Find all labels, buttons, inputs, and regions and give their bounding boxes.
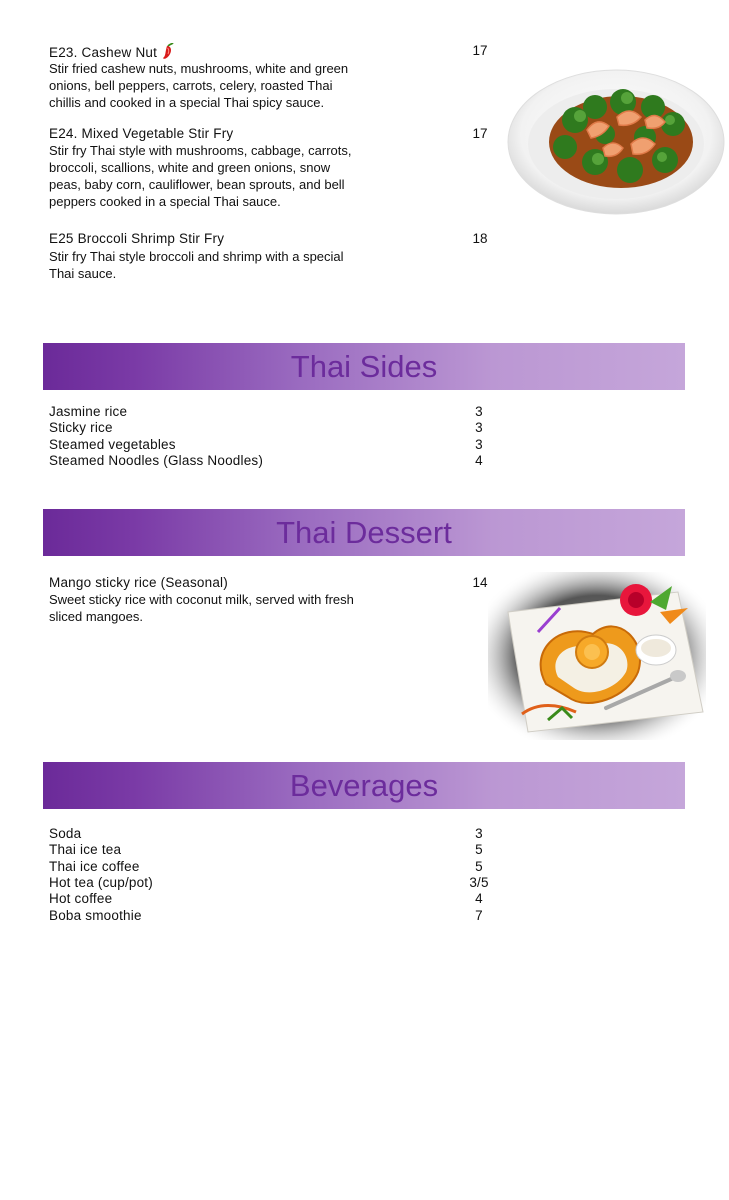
item-desc-cashew-nut: Stir fried cashew nuts, mushrooms, white and green onions, bell peppers, carrots, celery, roasted Thai chillis and cooked in a special Thai spicy sauce. xyxy=(49,61,349,110)
broccoli-shrimp-photo xyxy=(505,62,727,218)
item-name-cashew-nut: E23. Cashew Nut xyxy=(49,43,175,60)
section-banner-beverages: Beverages xyxy=(43,762,685,809)
item-name-mixed-vegetable: E24. Mixed Vegetable Stir Fry xyxy=(49,126,234,141)
item-desc-mango-sticky-rice: Sweet sticky rice with coconut milk, served with fresh sliced mangoes. xyxy=(49,592,354,624)
list-item: Soda 3 xyxy=(49,826,483,841)
chili-pepper-icon xyxy=(161,43,175,60)
list-item: Steamed vegetables 3 xyxy=(49,437,483,452)
item-desc-mixed-vegetable: Stir fry Thai style with mushrooms, cabbage, carrots, broccoli, scallions, white and green onions, snow peas, baby corn, cauliflower, bean sprouts, and bell peppers cooked in a special Thai sauce. xyxy=(49,143,352,209)
list-item: Thai ice coffee 5 xyxy=(49,859,483,874)
list-item: Hot tea (cup/pot) 3/5 xyxy=(49,875,489,890)
list-item: Steamed Noodles (Glass Noodles) 4 xyxy=(49,453,483,468)
item-price-broccoli-shrimp: 18 xyxy=(472,231,488,246)
list-item: Thai ice tea 5 xyxy=(49,842,483,857)
list-item: Jasmine rice 3 xyxy=(49,404,483,419)
list-item: Boba smoothie 7 xyxy=(49,908,483,923)
list-item: Hot coffee 4 xyxy=(49,891,483,906)
mango-sticky-rice-photo xyxy=(488,572,706,740)
section-banner-thai-sides: Thai Sides xyxy=(43,343,685,390)
item-desc-broccoli-shrimp: Stir fry Thai style broccoli and shrimp with a special Thai sauce. xyxy=(49,249,344,281)
item-price-cashew-nut: 17 xyxy=(472,43,488,58)
item-name-mango-sticky-rice: Mango sticky rice (Seasonal) xyxy=(49,575,228,590)
item-price-mixed-vegetable: 17 xyxy=(472,126,488,141)
list-item: Sticky rice 3 xyxy=(49,420,483,435)
item-name-broccoli-shrimp: E25 Broccoli Shrimp Stir Fry xyxy=(49,231,225,246)
item-price-mango-sticky-rice: 14 xyxy=(472,575,488,590)
section-banner-thai-dessert: Thai Dessert xyxy=(43,509,685,556)
